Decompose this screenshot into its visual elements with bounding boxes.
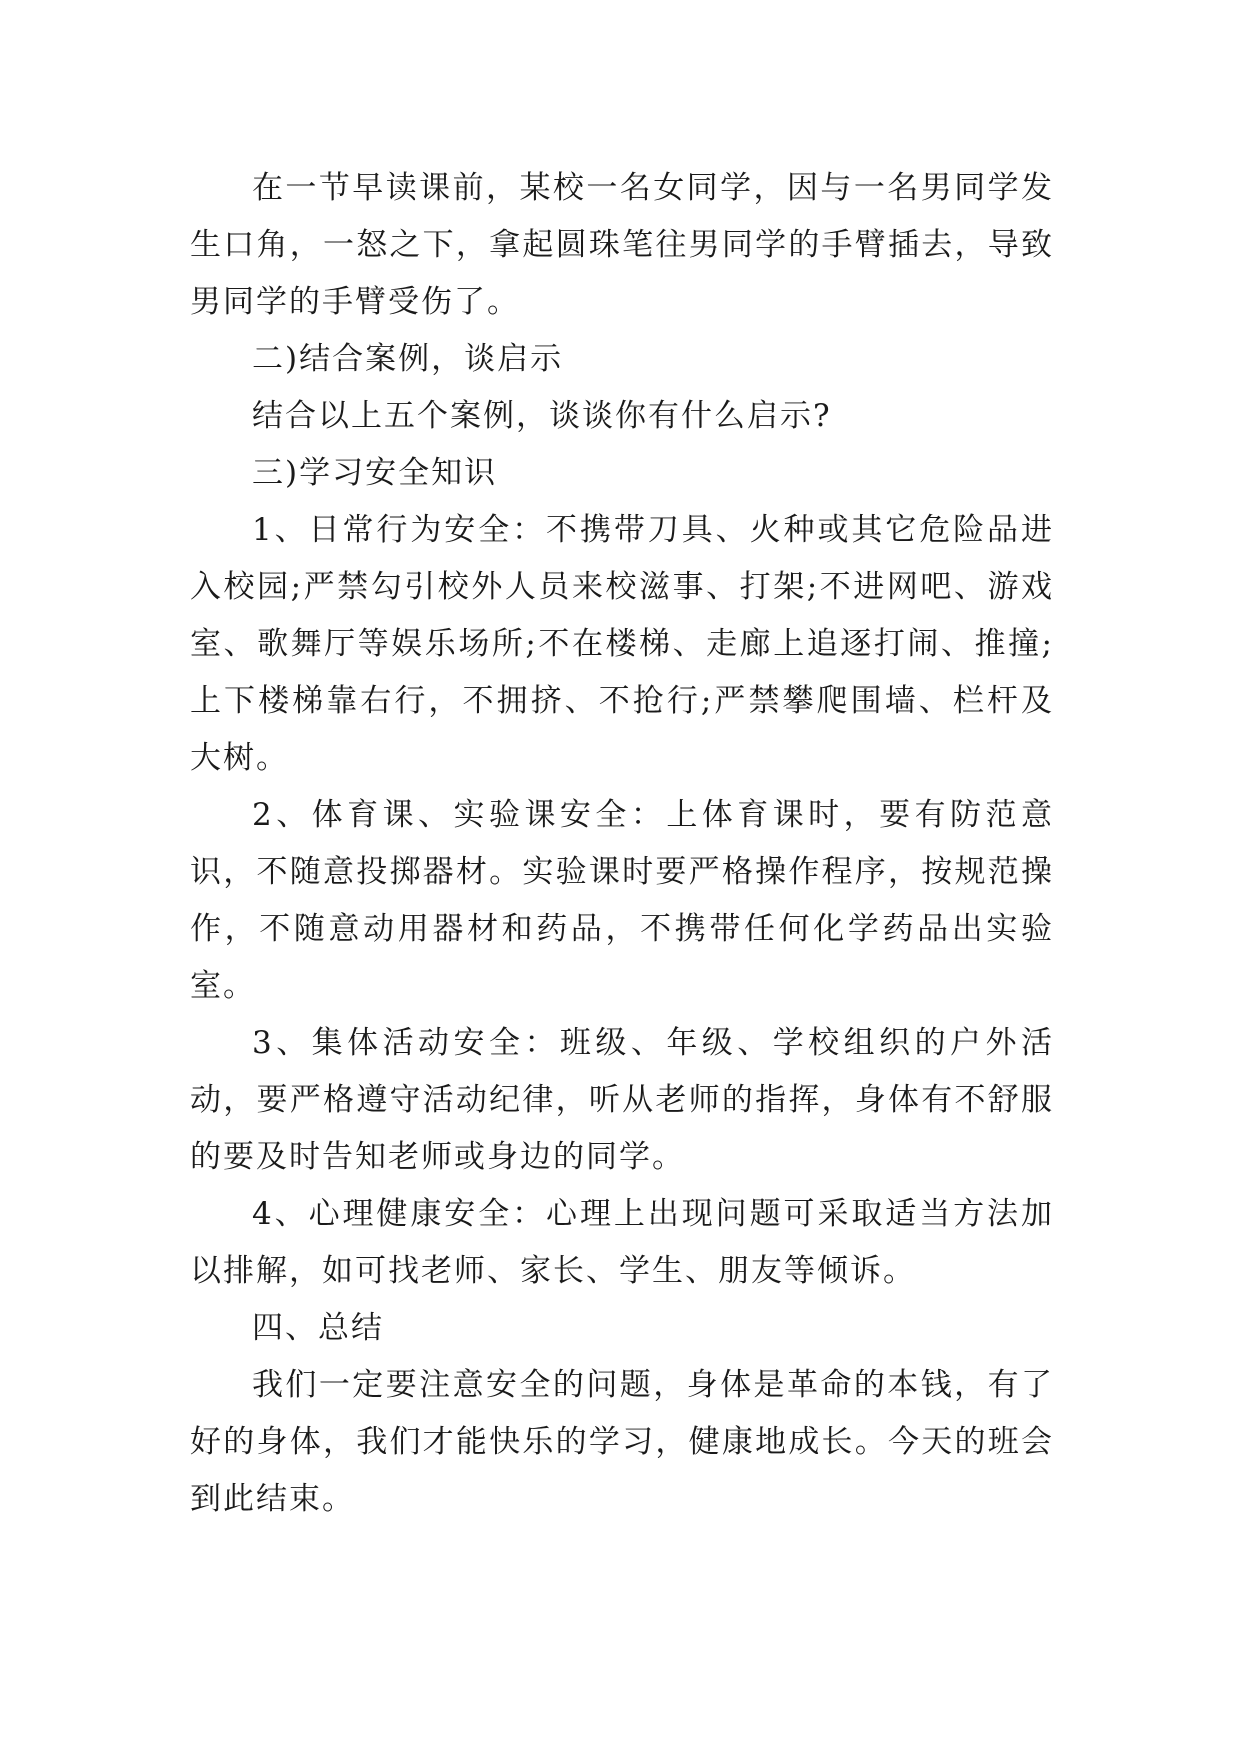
heading-case-insights: 二)结合案例，谈启示 xyxy=(252,341,564,377)
paragraph-group-activity-safety: 3、集体活动安全：班级、年级、学校组织的户外活动，要严格遵守活动纪律，听从老师的指挥，身体有不舒服的要及时告知老师或身边的同学。 xyxy=(190,1025,1054,1175)
paragraph-insight-question: 结合以上五个案例，谈谈你有什么启示? xyxy=(252,398,832,434)
heading-summary: 四、总结 xyxy=(252,1310,384,1346)
paragraph-mental-health-safety: 4、心理健康安全：心理上出现问题可采取适当方法加以排解，如可找老师、家长、学生、朋友等倾诉。 xyxy=(190,1196,1054,1289)
paragraph-daily-behavior-safety: 1、日常行为安全：不携带刀具、火种或其它危险品进入校园;严禁勾引校外人员来校滋事、打架;不进网吧、游戏室、歌舞厅等娱乐场所;不在楼梯、走廊上追逐打闹、推撞;上下楼梯靠右行，不拥挤、不抢行;严禁攀爬围墙、栏杆及大树。 xyxy=(190,512,1054,776)
paragraph-case-description: 在一节早读课前，某校一名女同学，因与一名男同学发生口角，一怒之下，拿起圆珠笔往男同学的手臂插去，导致男同学的手臂受伤了。 xyxy=(190,170,1054,320)
heading-safety-knowledge: 三)学习安全知识 xyxy=(252,455,498,491)
paragraph-pe-lab-safety: 2、体育课、实验课安全：上体育课时，要有防范意识，不随意投掷器材。实验课时要严格操作程序，按规范操作，不随意动用器材和药品，不携带任何化学药品出实验室。 xyxy=(190,797,1054,1004)
document-body xyxy=(190,160,1054,1528)
paragraph-summary: 我们一定要注意安全的问题，身体是革命的本钱，有了好的身体，我们才能快乐的学习，健康地成长。今天的班会到此结束。 xyxy=(190,1367,1054,1517)
